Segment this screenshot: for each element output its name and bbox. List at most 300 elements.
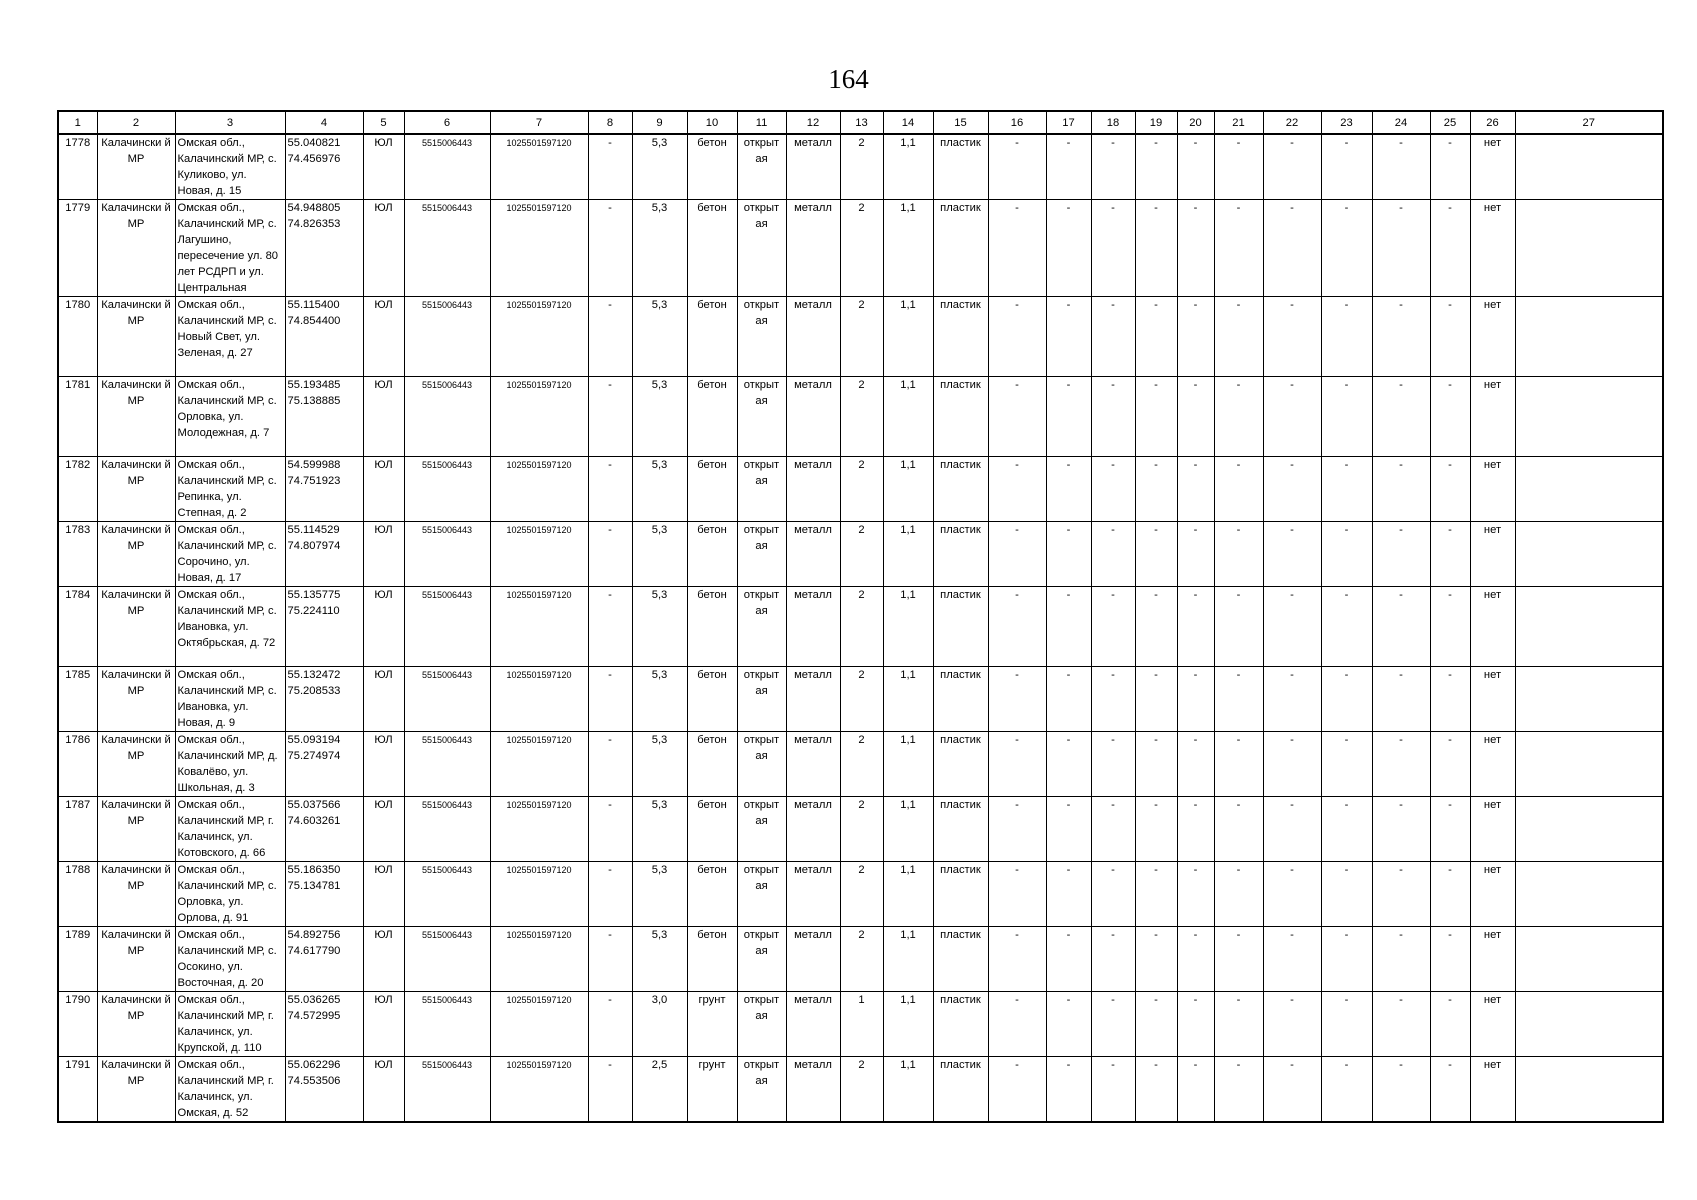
surface-cell: бетон bbox=[687, 797, 737, 862]
container-volume-cell: 1,1 bbox=[883, 297, 933, 377]
column-header-10: 10 bbox=[687, 111, 737, 134]
entity-type-cell: ЮЛ bbox=[363, 200, 404, 297]
col18-cell: - bbox=[1091, 927, 1135, 992]
col16-cell: - bbox=[988, 862, 1046, 927]
ogrn-cell: 1025501597120 bbox=[490, 1057, 588, 1123]
col26-cell: нет bbox=[1470, 797, 1515, 862]
address-cell: Омская обл., Калачинский МР, с. Ивановка, ул. Новая, д. 9 bbox=[175, 667, 285, 732]
longitude-value: 75.224110 bbox=[287, 605, 340, 617]
col17-cell: - bbox=[1046, 297, 1091, 377]
col8-cell: - bbox=[588, 862, 632, 927]
fence-cell: металл bbox=[786, 457, 840, 522]
table-header bbox=[58, 111, 1663, 134]
district-cell: Калачински й МР bbox=[97, 667, 175, 732]
district-cell: Калачински й МР bbox=[97, 377, 175, 457]
inn-cell: 5515006443 bbox=[404, 927, 490, 992]
area-cell: 5,3 bbox=[632, 667, 687, 732]
fence-cell: металл bbox=[786, 200, 840, 297]
col24-cell: - bbox=[1372, 862, 1430, 927]
coordinates-cell bbox=[285, 587, 363, 667]
col8-cell: - bbox=[588, 667, 632, 732]
latitude-value: 55.132472 bbox=[287, 669, 341, 681]
col22-cell: - bbox=[1263, 862, 1321, 927]
fence-cell: металл bbox=[786, 797, 840, 862]
container-material-cell: пластик bbox=[933, 1057, 988, 1123]
col25-cell: - bbox=[1430, 797, 1470, 862]
col20-cell: - bbox=[1177, 457, 1214, 522]
column-header-9: 9 bbox=[632, 111, 687, 134]
ogrn-cell: 1025501597120 bbox=[490, 377, 588, 457]
container-volume-cell: 1,1 bbox=[883, 992, 933, 1057]
col16-cell: - bbox=[988, 667, 1046, 732]
address-cell: Омская обл., Калачинский МР, с. Орловка, ул. Молодежная, д. 7 bbox=[175, 377, 285, 457]
col25-cell: - bbox=[1430, 927, 1470, 992]
col26-cell: нет bbox=[1470, 732, 1515, 797]
col26-cell: нет bbox=[1470, 200, 1515, 297]
column-header-4: 4 bbox=[285, 111, 363, 134]
coordinates-cell bbox=[285, 377, 363, 457]
table-row bbox=[58, 992, 1663, 1057]
container-volume-cell: 1,1 bbox=[883, 134, 933, 200]
col27-cell bbox=[1515, 992, 1663, 1057]
coordinates-cell bbox=[285, 200, 363, 297]
surface-cell: бетон bbox=[687, 377, 737, 457]
site-kind-cell: открыт ая bbox=[737, 797, 786, 862]
col16-cell: - bbox=[988, 297, 1046, 377]
site-kind-cell: открыт ая bbox=[737, 377, 786, 457]
area-cell: 2,5 bbox=[632, 1057, 687, 1123]
col21-cell: - bbox=[1214, 862, 1263, 927]
ogrn-cell: 1025501597120 bbox=[490, 797, 588, 862]
col23-cell: - bbox=[1321, 797, 1372, 862]
column-header-7: 7 bbox=[490, 111, 588, 134]
district-cell: Калачински й МР bbox=[97, 587, 175, 667]
container-count-cell: 2 bbox=[840, 927, 883, 992]
col27-cell bbox=[1515, 200, 1663, 297]
container-count-cell: 2 bbox=[840, 1057, 883, 1123]
col17-cell: - bbox=[1046, 1057, 1091, 1123]
col20-cell: - bbox=[1177, 862, 1214, 927]
address-cell: Омская обл., Калачинский МР, г. Калачинск, ул. Крупской, д. 110 bbox=[175, 992, 285, 1057]
container-count-cell: 2 bbox=[840, 377, 883, 457]
col22-cell: - bbox=[1263, 992, 1321, 1057]
surface-cell: бетон bbox=[687, 667, 737, 732]
col19-cell: - bbox=[1135, 862, 1177, 927]
container-material-cell: пластик bbox=[933, 297, 988, 377]
ogrn-cell: 1025501597120 bbox=[490, 667, 588, 732]
col8-cell: - bbox=[588, 732, 632, 797]
container-count-cell: 2 bbox=[840, 862, 883, 927]
area-cell: 3,0 bbox=[632, 992, 687, 1057]
inn-cell: 5515006443 bbox=[404, 457, 490, 522]
col26-cell: нет bbox=[1470, 927, 1515, 992]
ogrn-cell: 1025501597120 bbox=[490, 134, 588, 200]
row-number-cell: 1786 bbox=[58, 732, 97, 797]
latitude-value: 55.040821 bbox=[287, 137, 341, 149]
district-cell: Калачински й МР bbox=[97, 522, 175, 587]
area-cell: 5,3 bbox=[632, 522, 687, 587]
col8-cell: - bbox=[588, 927, 632, 992]
col27-cell bbox=[1515, 457, 1663, 522]
coordinates-cell bbox=[285, 992, 363, 1057]
col17-cell: - bbox=[1046, 522, 1091, 587]
table-row bbox=[58, 732, 1663, 797]
inn-cell: 5515006443 bbox=[404, 522, 490, 587]
col24-cell: - bbox=[1372, 992, 1430, 1057]
col20-cell: - bbox=[1177, 992, 1214, 1057]
ogrn-cell: 1025501597120 bbox=[490, 522, 588, 587]
surface-cell: грунт bbox=[687, 1057, 737, 1123]
col26-cell: нет bbox=[1470, 1057, 1515, 1123]
column-header-18: 18 bbox=[1091, 111, 1135, 134]
col24-cell: - bbox=[1372, 797, 1430, 862]
table-row bbox=[58, 377, 1663, 457]
col22-cell: - bbox=[1263, 732, 1321, 797]
district-cell: Калачински й МР bbox=[97, 1057, 175, 1123]
longitude-value: 74.751923 bbox=[287, 475, 341, 487]
col24-cell: - bbox=[1372, 1057, 1430, 1123]
column-header-26: 26 bbox=[1470, 111, 1515, 134]
col17-cell: - bbox=[1046, 587, 1091, 667]
col21-cell: - bbox=[1214, 797, 1263, 862]
col16-cell: - bbox=[988, 522, 1046, 587]
table-body bbox=[58, 134, 1663, 1122]
col27-cell bbox=[1515, 297, 1663, 377]
col18-cell: - bbox=[1091, 587, 1135, 667]
table-row bbox=[58, 927, 1663, 992]
col26-cell: нет bbox=[1470, 667, 1515, 732]
latitude-value: 55.093194 bbox=[287, 734, 341, 746]
fence-cell: металл bbox=[786, 732, 840, 797]
ogrn-cell: 1025501597120 bbox=[490, 587, 588, 667]
col25-cell: - bbox=[1430, 992, 1470, 1057]
container-volume-cell: 1,1 bbox=[883, 587, 933, 667]
col21-cell: - bbox=[1214, 457, 1263, 522]
col24-cell: - bbox=[1372, 522, 1430, 587]
container-volume-cell: 1,1 bbox=[883, 667, 933, 732]
address-cell: Омская обл., Калачинский МР, с. Сорочино, ул. Новая, д. 17 bbox=[175, 522, 285, 587]
entity-type-cell: ЮЛ bbox=[363, 457, 404, 522]
row-number-cell: 1783 bbox=[58, 522, 97, 587]
page-number: 164 bbox=[828, 64, 869, 94]
entity-type-cell: ЮЛ bbox=[363, 797, 404, 862]
ogrn-cell: 1025501597120 bbox=[490, 927, 588, 992]
site-kind-cell: открыт ая bbox=[737, 1057, 786, 1123]
fence-cell: металл bbox=[786, 992, 840, 1057]
col19-cell: - bbox=[1135, 992, 1177, 1057]
col22-cell: - bbox=[1263, 457, 1321, 522]
column-header-20: 20 bbox=[1177, 111, 1214, 134]
row-number-cell: 1781 bbox=[58, 377, 97, 457]
container-material-cell: пластик bbox=[933, 667, 988, 732]
column-header-15: 15 bbox=[933, 111, 988, 134]
entity-type-cell: ЮЛ bbox=[363, 587, 404, 667]
column-header-27: 27 bbox=[1515, 111, 1663, 134]
entity-type-cell: ЮЛ bbox=[363, 992, 404, 1057]
longitude-value: 75.138885 bbox=[287, 395, 341, 407]
surface-cell: бетон bbox=[687, 587, 737, 667]
column-header-19: 19 bbox=[1135, 111, 1177, 134]
col21-cell: - bbox=[1214, 587, 1263, 667]
col17-cell: - bbox=[1046, 992, 1091, 1057]
col8-cell: - bbox=[588, 992, 632, 1057]
column-header-6: 6 bbox=[404, 111, 490, 134]
col22-cell: - bbox=[1263, 927, 1321, 992]
container-volume-cell: 1,1 bbox=[883, 457, 933, 522]
entity-type-cell: ЮЛ bbox=[363, 862, 404, 927]
column-header-22: 22 bbox=[1263, 111, 1321, 134]
latitude-value: 55.115400 bbox=[287, 299, 340, 311]
col19-cell: - bbox=[1135, 587, 1177, 667]
col18-cell: - bbox=[1091, 667, 1135, 732]
latitude-value: 55.037566 bbox=[287, 799, 341, 811]
col23-cell: - bbox=[1321, 862, 1372, 927]
col27-cell bbox=[1515, 134, 1663, 200]
col17-cell: - bbox=[1046, 377, 1091, 457]
site-kind-cell: открыт ая bbox=[737, 667, 786, 732]
col25-cell: - bbox=[1430, 667, 1470, 732]
longitude-value: 74.807974 bbox=[287, 540, 341, 552]
row-number-cell: 1782 bbox=[58, 457, 97, 522]
col22-cell: - bbox=[1263, 797, 1321, 862]
col25-cell: - bbox=[1430, 522, 1470, 587]
coordinates-cell bbox=[285, 862, 363, 927]
col21-cell: - bbox=[1214, 667, 1263, 732]
col21-cell: - bbox=[1214, 297, 1263, 377]
area-cell: 5,3 bbox=[632, 862, 687, 927]
fence-cell: металл bbox=[786, 297, 840, 377]
ogrn-cell: 1025501597120 bbox=[490, 200, 588, 297]
surface-cell: бетон bbox=[687, 522, 737, 587]
col23-cell: - bbox=[1321, 667, 1372, 732]
fence-cell: металл bbox=[786, 587, 840, 667]
col18-cell: - bbox=[1091, 200, 1135, 297]
container-material-cell: пластик bbox=[933, 587, 988, 667]
col20-cell: - bbox=[1177, 297, 1214, 377]
container-volume-cell: 1,1 bbox=[883, 1057, 933, 1123]
col19-cell: - bbox=[1135, 134, 1177, 200]
table-row bbox=[58, 200, 1663, 297]
col21-cell: - bbox=[1214, 992, 1263, 1057]
entity-type-cell: ЮЛ bbox=[363, 667, 404, 732]
area-cell: 5,3 bbox=[632, 797, 687, 862]
column-header-24: 24 bbox=[1372, 111, 1430, 134]
address-cell: Омская обл., Калачинский МР, г. Калачинск, ул. Котовского, д. 66 bbox=[175, 797, 285, 862]
site-kind-cell: открыт ая bbox=[737, 200, 786, 297]
row-number-cell: 1788 bbox=[58, 862, 97, 927]
row-number-cell: 1780 bbox=[58, 297, 97, 377]
col24-cell: - bbox=[1372, 377, 1430, 457]
address-cell: Омская обл., Калачинский МР, с. Куликово, ул. Новая, д. 15 bbox=[175, 134, 285, 200]
column-header-25: 25 bbox=[1430, 111, 1470, 134]
col24-cell: - bbox=[1372, 732, 1430, 797]
site-kind-cell: открыт ая bbox=[737, 732, 786, 797]
col20-cell: - bbox=[1177, 134, 1214, 200]
row-number-cell: 1791 bbox=[58, 1057, 97, 1123]
fence-cell: металл bbox=[786, 522, 840, 587]
address-cell: Омская обл., Калачинский МР, с. Орловка, ул. Орлова, д. 91 bbox=[175, 862, 285, 927]
col19-cell: - bbox=[1135, 1057, 1177, 1123]
col27-cell bbox=[1515, 667, 1663, 732]
coordinates-cell bbox=[285, 134, 363, 200]
container-volume-cell: 1,1 bbox=[883, 862, 933, 927]
col22-cell: - bbox=[1263, 200, 1321, 297]
header-row bbox=[58, 111, 1663, 134]
table-row bbox=[58, 797, 1663, 862]
col16-cell: - bbox=[988, 992, 1046, 1057]
col16-cell: - bbox=[988, 927, 1046, 992]
coordinates-cell bbox=[285, 297, 363, 377]
longitude-value: 75.274974 bbox=[287, 750, 341, 762]
col24-cell: - bbox=[1372, 927, 1430, 992]
col8-cell: - bbox=[588, 522, 632, 587]
col19-cell: - bbox=[1135, 457, 1177, 522]
site-kind-cell: открыт ая bbox=[737, 522, 786, 587]
district-cell: Калачински й МР bbox=[97, 200, 175, 297]
col23-cell: - bbox=[1321, 1057, 1372, 1123]
col19-cell: - bbox=[1135, 797, 1177, 862]
col23-cell: - bbox=[1321, 457, 1372, 522]
longitude-value: 74.854400 bbox=[287, 315, 341, 327]
container-volume-cell: 1,1 bbox=[883, 522, 933, 587]
longitude-value: 74.456976 bbox=[287, 153, 341, 165]
col8-cell: - bbox=[588, 134, 632, 200]
col26-cell: нет bbox=[1470, 522, 1515, 587]
district-cell: Калачински й МР bbox=[97, 992, 175, 1057]
col18-cell: - bbox=[1091, 992, 1135, 1057]
container-material-cell: пластик bbox=[933, 797, 988, 862]
latitude-value: 54.948805 bbox=[287, 202, 341, 214]
entity-type-cell: ЮЛ bbox=[363, 297, 404, 377]
site-kind-cell: открыт ая bbox=[737, 992, 786, 1057]
table-row bbox=[58, 667, 1663, 732]
col23-cell: - bbox=[1321, 522, 1372, 587]
container-volume-cell: 1,1 bbox=[883, 732, 933, 797]
col24-cell: - bbox=[1372, 297, 1430, 377]
container-volume-cell: 1,1 bbox=[883, 797, 933, 862]
container-material-cell: пластик bbox=[933, 992, 988, 1057]
col27-cell bbox=[1515, 522, 1663, 587]
col21-cell: - bbox=[1214, 134, 1263, 200]
latitude-value: 55.186350 bbox=[287, 864, 341, 876]
column-header-16: 16 bbox=[988, 111, 1046, 134]
col26-cell: нет bbox=[1470, 457, 1515, 522]
col24-cell: - bbox=[1372, 457, 1430, 522]
site-kind-cell: открыт ая bbox=[737, 587, 786, 667]
col16-cell: - bbox=[988, 200, 1046, 297]
coordinates-cell bbox=[285, 522, 363, 587]
col26-cell: нет bbox=[1470, 134, 1515, 200]
area-cell: 5,3 bbox=[632, 927, 687, 992]
col16-cell: - bbox=[988, 457, 1046, 522]
col21-cell: - bbox=[1214, 732, 1263, 797]
table-row bbox=[58, 297, 1663, 377]
col22-cell: - bbox=[1263, 1057, 1321, 1123]
col17-cell: - bbox=[1046, 134, 1091, 200]
district-cell: Калачински й МР bbox=[97, 457, 175, 522]
col26-cell: нет bbox=[1470, 992, 1515, 1057]
row-number-cell: 1787 bbox=[58, 797, 97, 862]
row-number-cell: 1789 bbox=[58, 927, 97, 992]
col22-cell: - bbox=[1263, 134, 1321, 200]
fence-cell: металл bbox=[786, 377, 840, 457]
district-cell: Калачински й МР bbox=[97, 732, 175, 797]
area-cell: 5,3 bbox=[632, 200, 687, 297]
col17-cell: - bbox=[1046, 732, 1091, 797]
column-header-13: 13 bbox=[840, 111, 883, 134]
container-count-cell: 2 bbox=[840, 200, 883, 297]
col25-cell: - bbox=[1430, 297, 1470, 377]
col27-cell bbox=[1515, 377, 1663, 457]
container-material-cell: пластик bbox=[933, 927, 988, 992]
col26-cell: нет bbox=[1470, 377, 1515, 457]
container-count-cell: 2 bbox=[840, 732, 883, 797]
surface-cell: бетон bbox=[687, 732, 737, 797]
col23-cell: - bbox=[1321, 297, 1372, 377]
row-number-cell: 1784 bbox=[58, 587, 97, 667]
col23-cell: - bbox=[1321, 200, 1372, 297]
ogrn-cell: 1025501597120 bbox=[490, 297, 588, 377]
col17-cell: - bbox=[1046, 667, 1091, 732]
col8-cell: - bbox=[588, 377, 632, 457]
inn-cell: 5515006443 bbox=[404, 862, 490, 927]
address-cell: Омская обл., Калачинский МР, с. Ивановка, ул. Октябрьская, д. 72 bbox=[175, 587, 285, 667]
col26-cell: нет bbox=[1470, 862, 1515, 927]
surface-cell: бетон bbox=[687, 457, 737, 522]
col18-cell: - bbox=[1091, 134, 1135, 200]
col19-cell: - bbox=[1135, 377, 1177, 457]
coordinates-cell bbox=[285, 732, 363, 797]
col24-cell: - bbox=[1372, 134, 1430, 200]
col17-cell: - bbox=[1046, 862, 1091, 927]
row-number-cell: 1778 bbox=[58, 134, 97, 200]
inn-cell: 5515006443 bbox=[404, 134, 490, 200]
area-cell: 5,3 bbox=[632, 587, 687, 667]
entity-type-cell: ЮЛ bbox=[363, 522, 404, 587]
col8-cell: - bbox=[588, 297, 632, 377]
entity-type-cell: ЮЛ bbox=[363, 732, 404, 797]
district-cell: Калачински й МР bbox=[97, 927, 175, 992]
col20-cell: - bbox=[1177, 522, 1214, 587]
district-cell: Калачински й МР bbox=[97, 297, 175, 377]
col8-cell: - bbox=[588, 200, 632, 297]
col20-cell: - bbox=[1177, 732, 1214, 797]
inn-cell: 5515006443 bbox=[404, 732, 490, 797]
ogrn-cell: 1025501597120 bbox=[490, 732, 588, 797]
col23-cell: - bbox=[1321, 732, 1372, 797]
col8-cell: - bbox=[588, 457, 632, 522]
coordinates-cell bbox=[285, 1057, 363, 1123]
area-cell: 5,3 bbox=[632, 297, 687, 377]
registry-table bbox=[57, 110, 1664, 1123]
longitude-value: 75.208533 bbox=[287, 685, 341, 697]
column-header-21: 21 bbox=[1214, 111, 1263, 134]
area-cell: 5,3 bbox=[632, 134, 687, 200]
site-kind-cell: открыт ая bbox=[737, 457, 786, 522]
col19-cell: - bbox=[1135, 927, 1177, 992]
latitude-value: 55.135775 bbox=[287, 589, 341, 601]
latitude-value: 54.599988 bbox=[287, 459, 341, 471]
container-count-cell: 2 bbox=[840, 457, 883, 522]
district-cell: Калачински й МР bbox=[97, 797, 175, 862]
col18-cell: - bbox=[1091, 1057, 1135, 1123]
coordinates-cell bbox=[285, 457, 363, 522]
container-count-cell: 2 bbox=[840, 667, 883, 732]
col24-cell: - bbox=[1372, 200, 1430, 297]
col25-cell: - bbox=[1430, 732, 1470, 797]
col16-cell: - bbox=[988, 134, 1046, 200]
address-cell: Омская обл., Калачинский МР, с. Лагушино, пересечение ул. 80 лет РСДРП и ул. Центральная bbox=[175, 200, 285, 297]
